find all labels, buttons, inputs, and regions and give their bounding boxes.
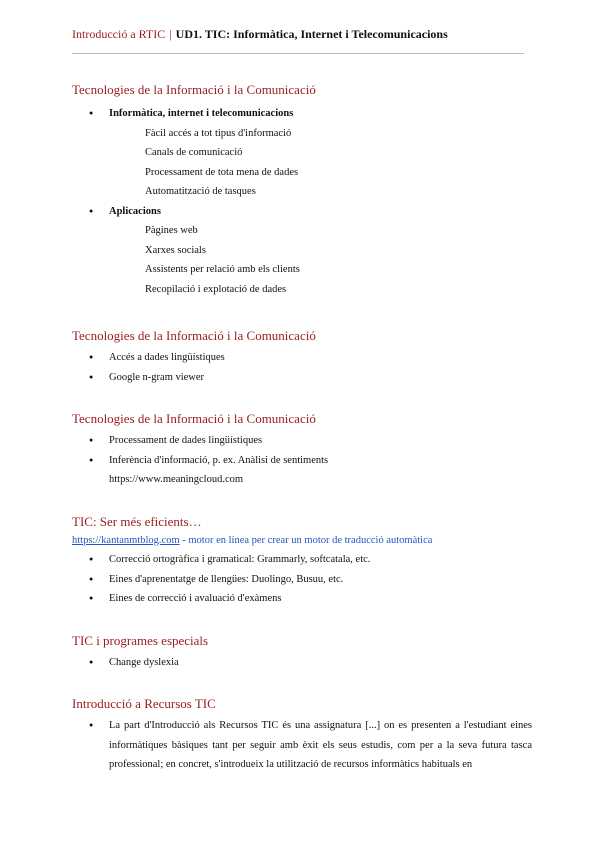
bullet-list [72,550,532,609]
url-text: https://www.meaningcloud.com [109,474,244,485]
sub-list-item: Assistents per relació amb els clients [145,264,300,275]
list-item-text: Inferència d'informació, p. ex. Anàlisi de sentiments [109,454,329,466]
bullet-list [72,653,532,673]
list-item: ● Google n-gram viewer [72,368,532,388]
bullet-list [72,104,532,299]
list-item: ● Change dyslexia [72,653,532,673]
list-item [72,202,532,300]
link-line [72,531,532,551]
sub-list-item: Recopilació i explotació de dades [145,283,287,295]
link-description: - motor en línea per crear un motor de traducció automàtica [179,534,433,546]
section-title: Tecnologies de la Informació i la Comunicació [72,328,316,343]
sub-list-item: Canals de comunicació [145,147,243,158]
list-item: ● Eines d'aprenentatge de llengües: Duolingo, Busuu, etc. [72,570,532,590]
list-item: ● Processament de dades lingüístiques [72,431,532,451]
section-title: TIC i programes especials [72,632,209,648]
sub-list-item: Fàcil accés a tot tipus d'informació [145,127,292,139]
list-item-label: Aplicacions [109,205,161,217]
sub-list [109,221,532,299]
list-item [72,451,532,490]
sub-list-item: Automatització de tasques [145,186,256,197]
kantanmt-link[interactable]: https://kantanmtblog.com [72,534,180,546]
header-divider [72,53,524,54]
unit-title: UD1. TIC: Informàtica, Internet i Telecomunicacions [175,27,448,41]
document-body [72,82,532,775]
list-item: ● Correcció ortogràfica i gramatical: Grammarly, softcatala, etc. [72,550,532,570]
bullet-list [72,431,532,490]
course-title: Introducció a RTIC [72,27,166,41]
section-title: TIC: Ser més eficients… [72,513,202,529]
sub-list-item: Processament de tota mena de dades [145,166,299,178]
sub-list [109,124,532,202]
sub-list-item: Xarxes socials [145,244,206,256]
page-header [72,27,448,42]
header-separator: | [169,27,172,41]
bullet-list [72,348,532,387]
list-item-label: Informàtica, internet i telecomunicacions [109,108,294,119]
sub-list-item: Pàgines web [145,225,198,236]
list-item [72,104,532,202]
section-title: Tecnologies de la Informació i la Comunicació [72,82,316,97]
list-item-paragraph: ● La part d'Introducció als Recursos TIC és una assignatura [...] on es presenten a l'estudiant eines informàtiques bàsiques tant per seguir amb èxit els seus estudis, com per a la seva futura tasca professional; en concret, s'introdueix la utilització de recursos informàtics habituals en [72,716,532,775]
bullet-list [72,716,532,775]
list-item: ● Eines de correcció i avaluació d'exàmens [72,589,532,609]
section-title: Tecnologies de la Informació i la Comunicació [72,411,316,426]
list-item: ● Accés a dades lingüístiques [72,348,532,368]
section-title: Introducció a Recursos TIC [72,696,216,711]
